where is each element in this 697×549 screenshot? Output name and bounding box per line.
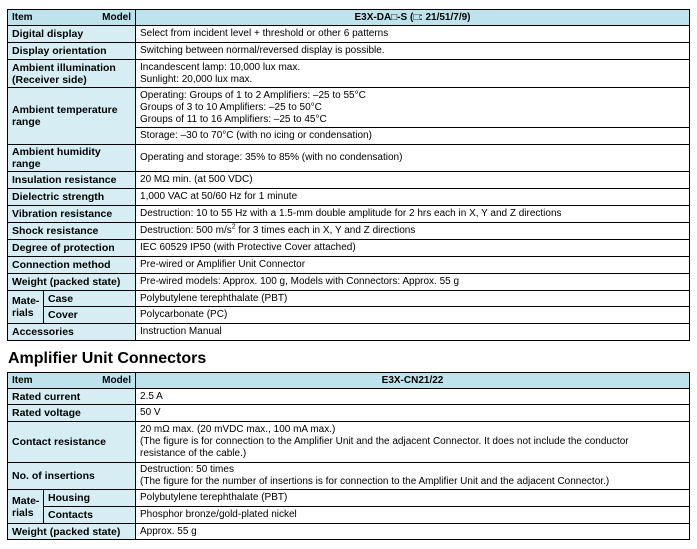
row-label-ambient-humidity bbox=[8, 145, 136, 172]
table-row bbox=[8, 463, 690, 490]
table-row bbox=[8, 189, 690, 206]
connector-spec-table bbox=[7, 372, 690, 540]
row-value-cover: Polycarbonate (PC) bbox=[136, 307, 690, 324]
table-row bbox=[8, 324, 690, 341]
section-title: Amplifier Unit Connectors bbox=[8, 350, 207, 367]
table-header-row bbox=[8, 10, 690, 26]
amplifier-spec-table bbox=[7, 9, 690, 341]
row-value-temperature-operating bbox=[136, 88, 690, 128]
value-line: Destruction: 50 times bbox=[140, 464, 234, 475]
row-label-digital-display: Digital display bbox=[8, 26, 136, 43]
row-value-rated-voltage: 50 V bbox=[136, 405, 690, 422]
row-label-insertions: No. of insertions bbox=[8, 463, 136, 490]
table-row bbox=[8, 240, 690, 257]
value-line: Sunlight: 20,000 lux max. bbox=[140, 73, 253, 85]
table-row bbox=[8, 26, 690, 43]
value-line: (The figure is for connection to the Amplifier Unit and the adjacent Connector. It does not include the conductor bbox=[140, 436, 629, 447]
row-value-contacts: Phosphor bronze/gold-plated nickel bbox=[136, 507, 690, 524]
value-text: for 3 times each in X, Y and Z directions bbox=[235, 225, 416, 236]
row-value-dielectric-strength: 1,000 VAC at 50/60 Hz for 1 minute bbox=[136, 189, 690, 206]
value-text: Destruction: 500 m/s bbox=[140, 225, 232, 236]
table-row bbox=[8, 507, 690, 524]
table-row bbox=[8, 524, 690, 540]
table-row bbox=[8, 60, 690, 88]
row-value-vibration-resistance: Destruction: 10 to 55 Hz with a 1.5-mm double amplitude for 2 hrs each in X, Y and Z directions bbox=[136, 206, 690, 223]
row-label-rated-voltage: Rated voltage bbox=[8, 405, 136, 422]
row-label-case: Case bbox=[44, 291, 136, 307]
table-row bbox=[8, 389, 690, 405]
row-label-cover: Cover bbox=[44, 307, 136, 324]
label-line: Ambient illumination bbox=[12, 61, 116, 74]
table-row bbox=[8, 490, 690, 507]
row-label-materials bbox=[8, 291, 44, 324]
label-line: (Receiver side) bbox=[12, 73, 87, 86]
row-value-ambient-humidity: Operating and storage: 35% to 85% (with no condensation) bbox=[136, 145, 690, 172]
header-model-label: Model bbox=[102, 11, 132, 23]
header-item-label: Item bbox=[12, 11, 33, 23]
row-label-materials bbox=[8, 490, 44, 524]
row-label-shock-resistance: Shock resistance bbox=[8, 223, 136, 240]
row-value-insertions bbox=[136, 463, 690, 490]
table-row bbox=[8, 43, 690, 60]
row-value-weight: Approx. 55 g bbox=[136, 524, 690, 540]
header-model-value: E3X-CN21/22 bbox=[136, 373, 690, 389]
row-label-contacts: Contacts bbox=[44, 507, 136, 524]
row-value-accessories: Instruction Manual bbox=[136, 324, 690, 341]
table-row bbox=[8, 223, 690, 240]
value-line: Groups of 3 to 10 Amplifiers: –25 to 50°C bbox=[140, 101, 322, 113]
label-line: Mate- bbox=[12, 295, 40, 307]
label-line: rials bbox=[12, 506, 34, 519]
label-line: Ambient humidity bbox=[12, 146, 101, 158]
header-model-value: E3X-DA□-S (□: 21/51/7/9) bbox=[136, 10, 690, 26]
table-row bbox=[8, 422, 690, 463]
row-label-rated-current: Rated current bbox=[8, 389, 136, 405]
table-row bbox=[8, 405, 690, 422]
label-line: Mate- bbox=[12, 494, 40, 507]
row-label-connection-method: Connection method bbox=[8, 257, 136, 274]
row-value-insulation-resistance: 20 MΩ min. (at 500 VDC) bbox=[136, 172, 690, 189]
value-line: (The figure for the number of insertions is for connection to the Amplifier Unit and the adjacent Connector.) bbox=[140, 476, 610, 487]
header-model-label: Model bbox=[102, 374, 132, 386]
header-item-label: Item bbox=[12, 374, 33, 386]
row-value-ambient-illumination bbox=[136, 60, 690, 88]
label-line: range bbox=[12, 158, 41, 170]
table-row bbox=[8, 274, 690, 291]
row-value-housing: Polybutylene terephthalate (PBT) bbox=[136, 490, 690, 507]
table-row bbox=[8, 88, 690, 128]
row-label-vibration-resistance: Vibration resistance bbox=[8, 206, 136, 223]
label-line: Ambient temperature bbox=[12, 104, 118, 116]
row-label-degree-of-protection: Degree of protection bbox=[8, 240, 136, 257]
row-value-degree-of-protection: IEC 60529 IP50 (with Protective Cover attached) bbox=[136, 240, 690, 257]
row-value-rated-current: 2.5 A bbox=[136, 389, 690, 405]
row-label-weight: Weight (packed state) bbox=[8, 274, 136, 291]
row-value-case: Polybutylene terephthalate (PBT) bbox=[136, 291, 690, 307]
row-label-contact-resistance: Contact resistance bbox=[8, 422, 136, 463]
value-line: 20 mΩ max. (20 mVDC max., 100 mA max.) bbox=[140, 424, 336, 435]
row-label-ambient-illumination bbox=[8, 60, 136, 88]
label-line: rials bbox=[12, 307, 34, 319]
table-row bbox=[8, 145, 690, 172]
row-label-display-orientation: Display orientation bbox=[8, 43, 136, 60]
value-line: Groups of 11 to 16 Amplifiers: –25 to 45°C bbox=[140, 113, 327, 125]
row-label-ambient-temperature bbox=[8, 88, 136, 145]
row-value-temperature-storage: Storage: –30 to 70°C (with no icing or condensation) bbox=[136, 128, 690, 145]
row-label-housing: Housing bbox=[44, 490, 136, 507]
row-value-connection-method: Pre-wired or Amplifier Unit Connector bbox=[136, 257, 690, 274]
label-line: range bbox=[12, 116, 41, 128]
superscript: 2 bbox=[231, 223, 236, 231]
table-row bbox=[8, 257, 690, 274]
value-line: resistance of the cable.) bbox=[140, 448, 247, 459]
row-value-weight: Pre-wired models: Approx. 100 g, Models with Connectors: Approx. 55 g bbox=[136, 274, 690, 291]
row-label-dielectric-strength: Dielectric strength bbox=[8, 189, 136, 206]
row-value-display-orientation: Switching between normal/reversed display is possible. bbox=[136, 43, 690, 60]
table-header-row bbox=[8, 373, 690, 389]
header-item-model-cell bbox=[8, 10, 136, 26]
row-value-digital-display: Select from incident level + threshold or other 6 patterns bbox=[136, 26, 690, 43]
table-row bbox=[8, 291, 690, 307]
value-line: Incandescent lamp: 10,000 lux max. bbox=[140, 61, 301, 73]
value-line: Operating: Groups of 1 to 2 Amplifiers: –25 to 55°C bbox=[140, 89, 366, 101]
table-row bbox=[8, 206, 690, 223]
row-label-weight: Weight (packed state) bbox=[8, 524, 136, 540]
row-value-contact-resistance bbox=[136, 422, 690, 463]
table-row bbox=[8, 172, 690, 189]
row-label-insulation-resistance: Insulation resistance bbox=[8, 172, 136, 189]
table-row bbox=[8, 307, 690, 324]
header-item-model-cell bbox=[8, 373, 136, 389]
row-label-accessories: Accessories bbox=[8, 324, 136, 341]
row-value-shock-resistance bbox=[136, 223, 690, 240]
